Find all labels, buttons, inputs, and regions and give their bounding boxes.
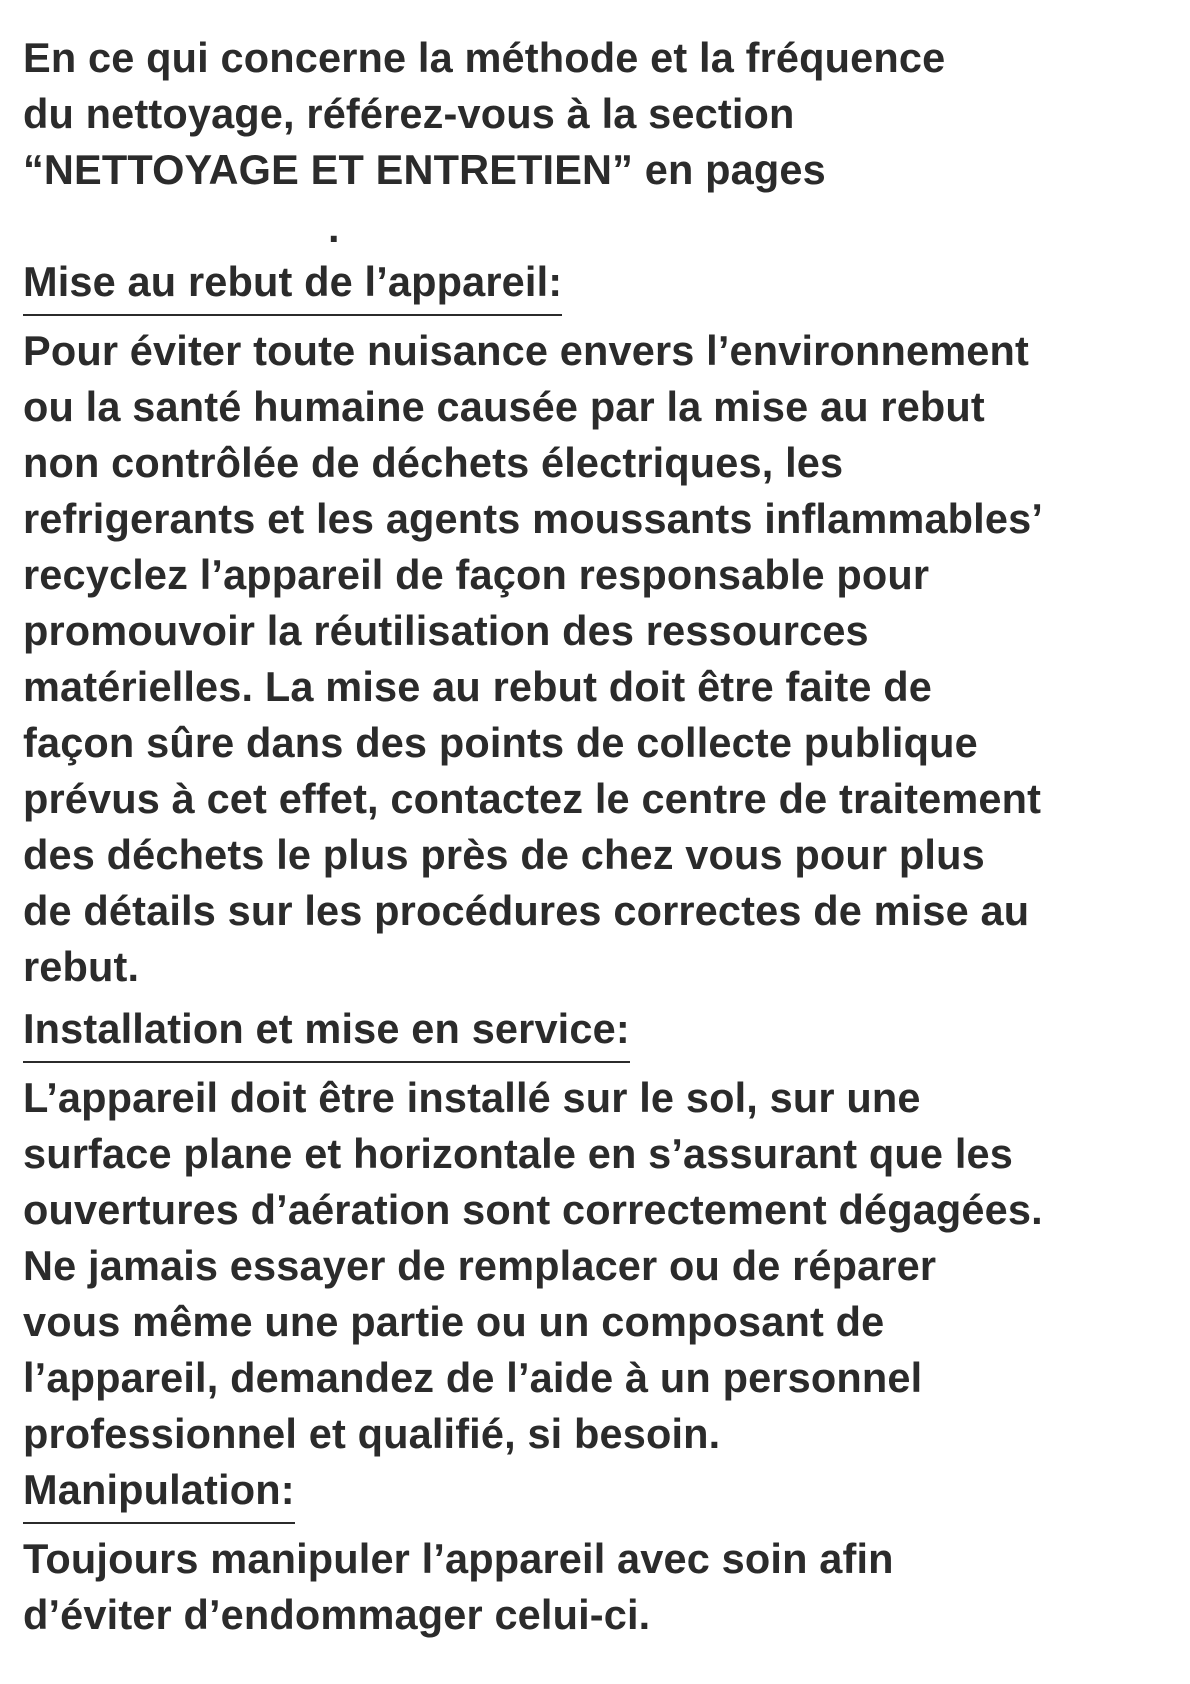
installation-heading-wrap <box>23 1001 1173 1066</box>
handling-heading-wrap <box>23 1462 1173 1527</box>
disposal-heading-wrap <box>23 254 1173 319</box>
disposal-paragraph: Pour éviter toute nuisance envers l’environnement ou la santé humaine causée par la mise au rebut non contrôlée de déchets électriques, les refrigerants et les agents moussants inflammables’ recyclez l’appareil de façon responsable pour promouvoir la réutilisation des ressources matérielles. La mise au rebut doit être faite de façon sûre dans des points de collecte publique prévus à cet effet, contactez le centre de traitement des déchets le plus près de chez vous pour plus de détails sur les procédures correctes de mise au rebut. <box>23 327 1043 990</box>
cleaning-reference-paragraph: En ce qui concerne la méthode et la fréquence du nettoyage, référez-vous à la section “NETTOYAGE ET ENTRETIEN” en pages <box>23 34 946 193</box>
page-reference-dot: . <box>328 204 340 251</box>
page-number-placeholder <box>23 198 1173 254</box>
handling-paragraph: Toujours manipuler l’appareil avec soin afin d’éviter d’endommager celui-ci. <box>23 1535 894 1638</box>
installation-heading: Installation et mise en service: <box>23 1001 630 1063</box>
handling-heading: Manipulation: <box>23 1462 295 1524</box>
manual-page <box>23 30 1173 1643</box>
installation-paragraph: L’appareil doit être installé sur le sol, sur une surface plane et horizontale en s’assurant que les ouvertures d’aération sont correctement dégagées. Ne jamais essayer de remplacer ou de réparer vous même une partie ou un composant de l’appareil, demandez de l’aide à un personnel professionnel et qualifié, si besoin. <box>23 1074 1043 1457</box>
disposal-heading: Mise au rebut de l’appareil: <box>23 254 562 316</box>
